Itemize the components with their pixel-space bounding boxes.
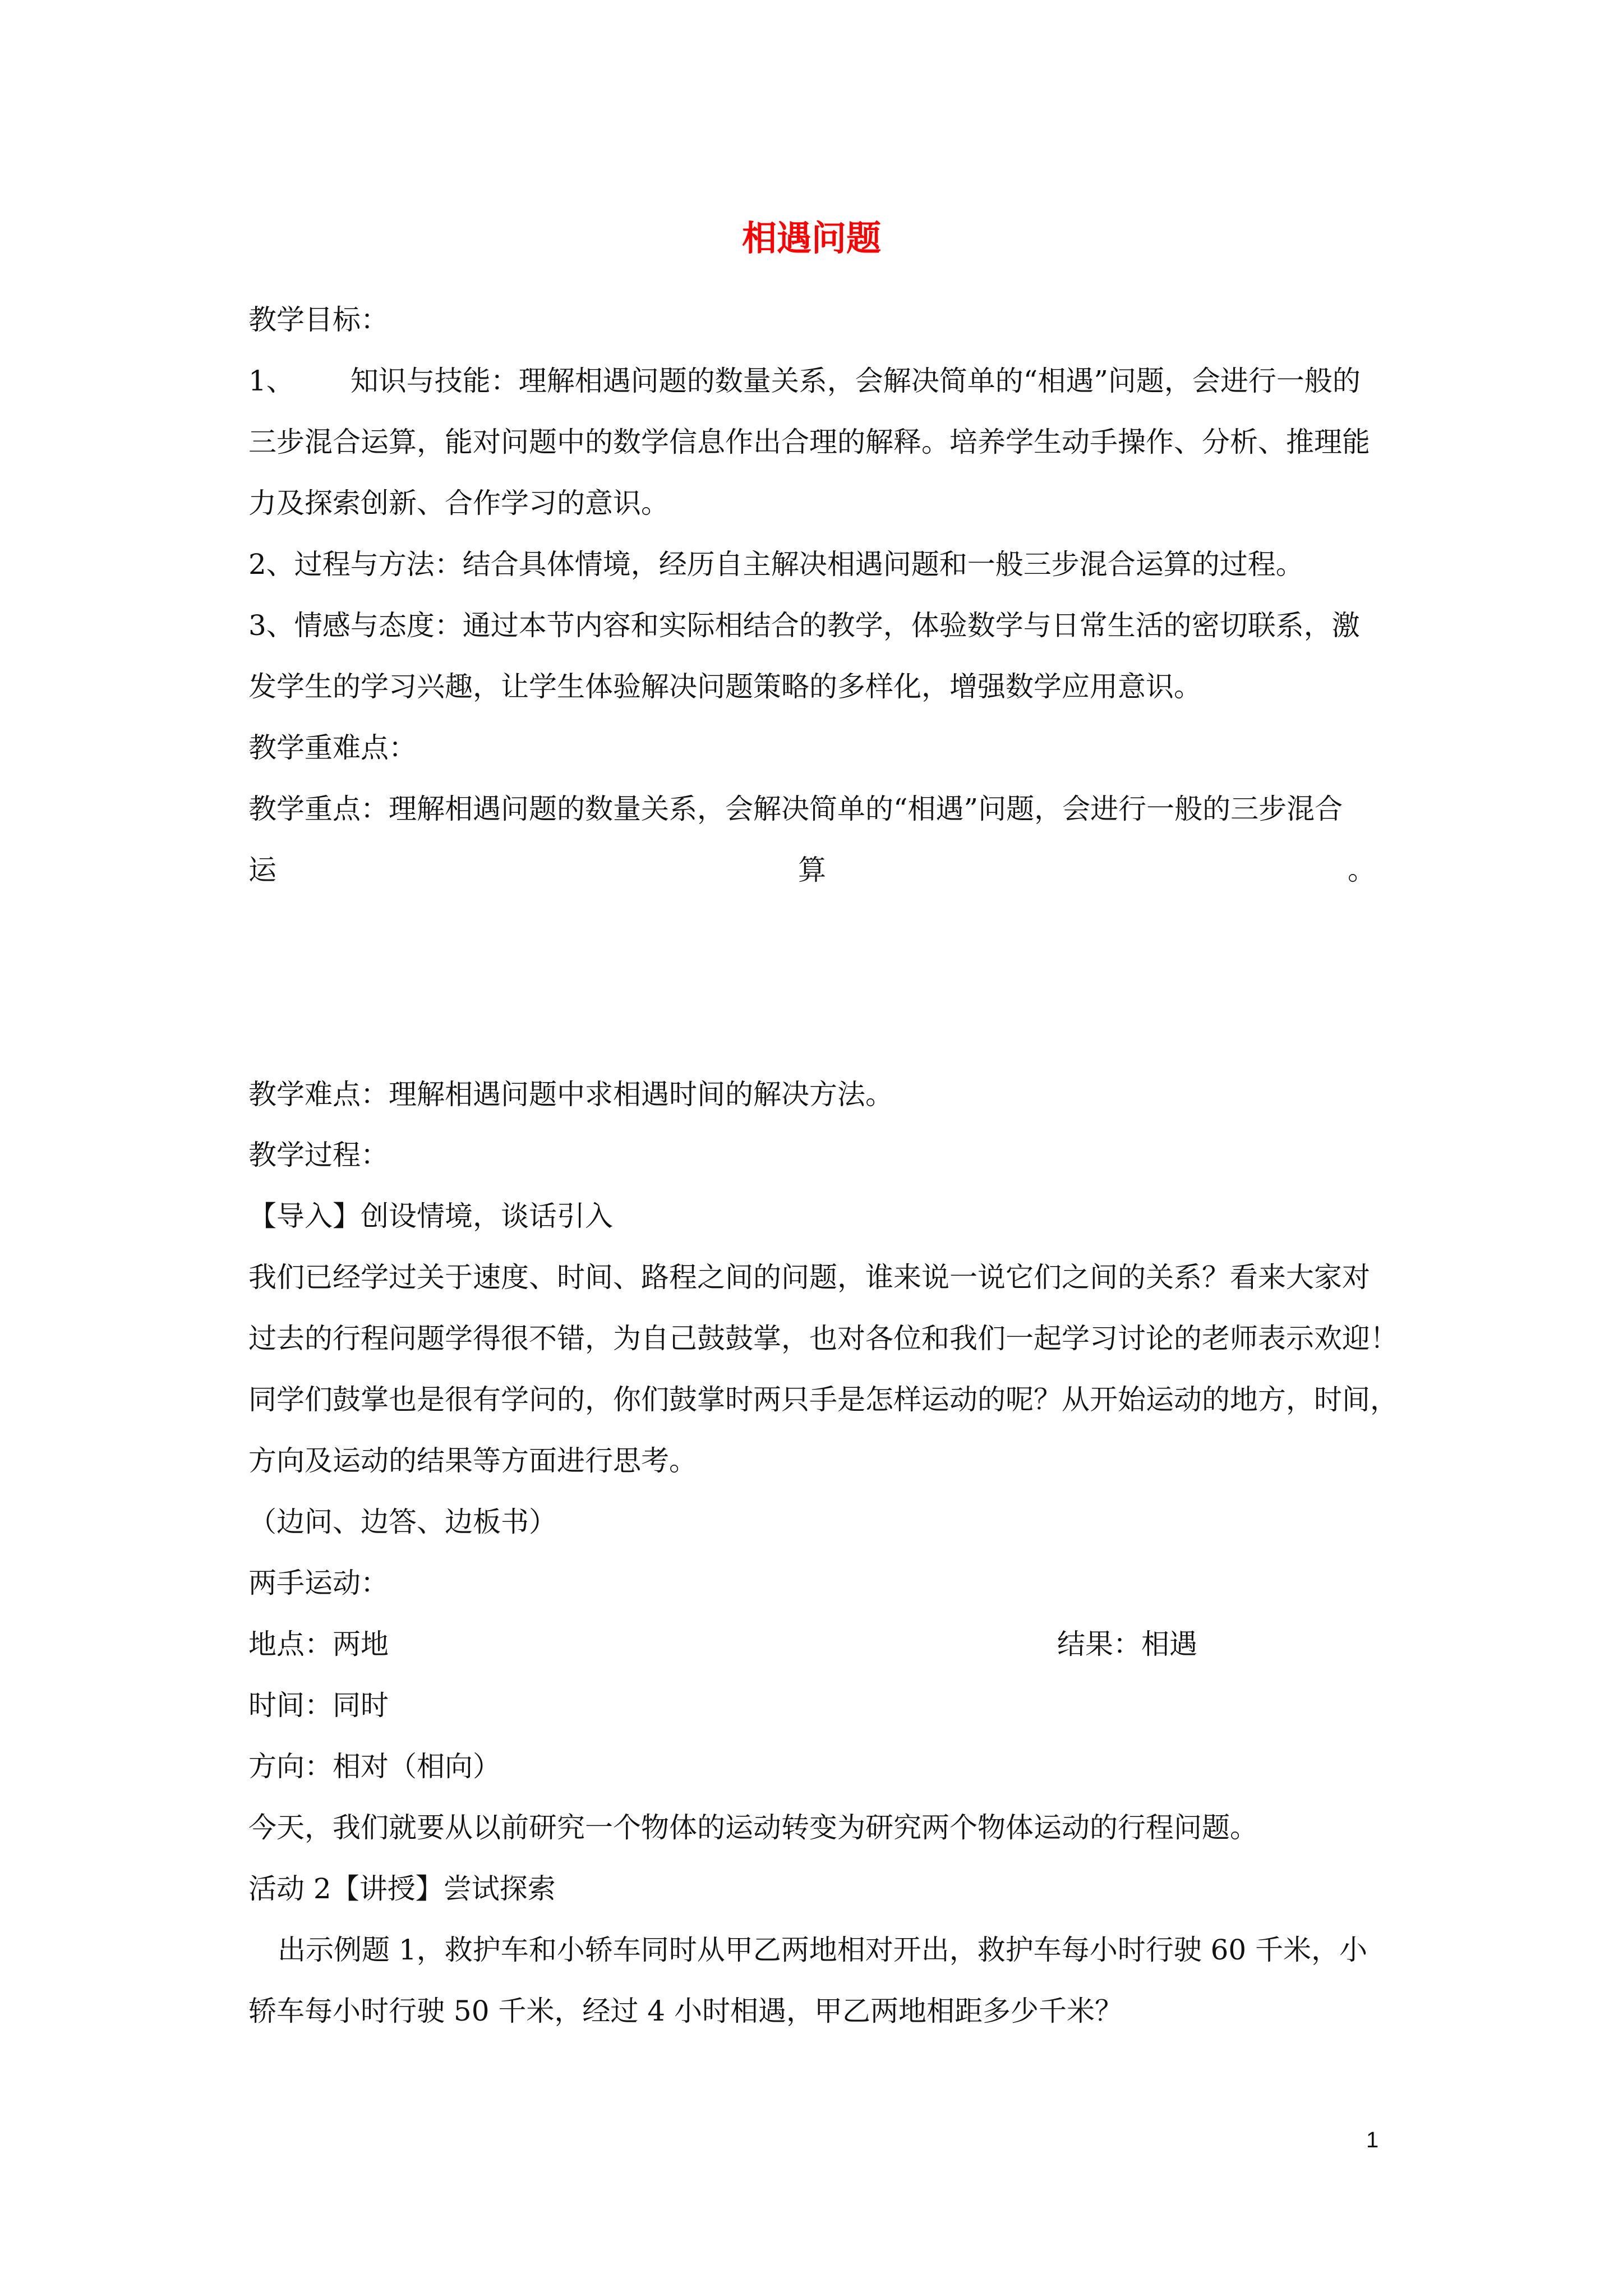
- document-title: 相遇问题: [741, 218, 881, 259]
- key-point-line-1: 教学重点：理解相遇问题的数量关系，会解决简单的“相遇”问题，会进行一般的三步混合: [248, 793, 1343, 825]
- board-note: （边问、边答、边板书）: [248, 1506, 557, 1538]
- difficult-point: 教学难点：理解相遇问题中求相遇时间的解决方法。: [248, 1078, 893, 1111]
- example-1-line-1: 出示例题 1，救护车和小轿车同时从甲乙两地相对开出，救护车每小时行驶 60 千米，小: [278, 1934, 1368, 1966]
- key-point-line-2: [248, 850, 1376, 890]
- goal-1-line-3: 力及探索创新、合作学习的意识。: [248, 487, 669, 519]
- goal-2: 2、过程与方法：结合具体情境，经历自主解决相遇问题和一般三步混合运算的过程。: [248, 548, 1304, 581]
- key-point-char-3: 。: [1348, 854, 1376, 886]
- intro-paragraph-line-3: 同学们鼓掌也是很有学问的，你们鼓掌时两只手是怎样运动的呢？从开始运动的地方，时间，: [248, 1383, 1398, 1416]
- intro-heading: 【导入】创设情境，谈话引入: [248, 1200, 613, 1232]
- goal-1-line-1: [248, 361, 1361, 401]
- goal-3-line-1: 3、情感与态度：通过本节内容和实际相结合的教学，体验数学与日常生活的密切联系，激: [248, 609, 1360, 642]
- intro-paragraph-line-1: 我们已经学过关于速度、时间、路程之间的问题，谁来说一说它们之间的关系？看来大家对: [248, 1261, 1370, 1294]
- key-point-char-2: 算: [798, 854, 826, 886]
- motion-direction: 方向：相对（相向）: [248, 1750, 501, 1783]
- goal-3-line-2: 发学生的学习兴趣，让学生体验解决问题策略的多样化，增强数学应用意识。: [248, 670, 1202, 703]
- intro-paragraph-line-2: 过去的行程问题学得很不错，为自己鼓鼓掌，也对各位和我们一起学习讨论的老师表示欢迎！: [248, 1322, 1398, 1355]
- transition-text: 今天，我们就要从以前研究一个物体的运动转变为研究两个物体运动的行程问题。: [248, 1811, 1258, 1844]
- motion-place: 地点：两地: [248, 1628, 389, 1660]
- goal-1-number: 1、: [248, 365, 294, 397]
- section-heading-goals: 教学目标：: [248, 303, 389, 336]
- motion-heading: 两手运动：: [248, 1567, 389, 1599]
- intro-paragraph-line-4: 方向及运动的结果等方面进行思考。: [248, 1444, 697, 1477]
- section-heading-process: 教学过程：: [248, 1139, 389, 1171]
- key-point-char-1: 运: [248, 854, 276, 886]
- section-heading-key-points: 教学重难点：: [248, 731, 417, 764]
- goal-1-text: 知识与技能：理解相遇问题的数量关系，会解决简单的“相遇”问题，会进行一般的: [350, 365, 1361, 397]
- motion-time: 时间：同时: [248, 1689, 389, 1722]
- example-1-line-2: 轿车每小时行驶 50 千米，经过 4 小时相遇，甲乙两地相距多少千米？: [248, 1995, 1123, 2027]
- activity-2-heading: 活动 2【讲授】尝试探索: [248, 1872, 556, 1905]
- motion-result: 结果：相遇: [1057, 1628, 1197, 1660]
- page-number: 1: [1366, 2128, 1379, 2152]
- goal-1-line-2: 三步混合运算，能对问题中的数学信息作出合理的解释。培养学生动手操作、分析、推理能: [248, 426, 1370, 458]
